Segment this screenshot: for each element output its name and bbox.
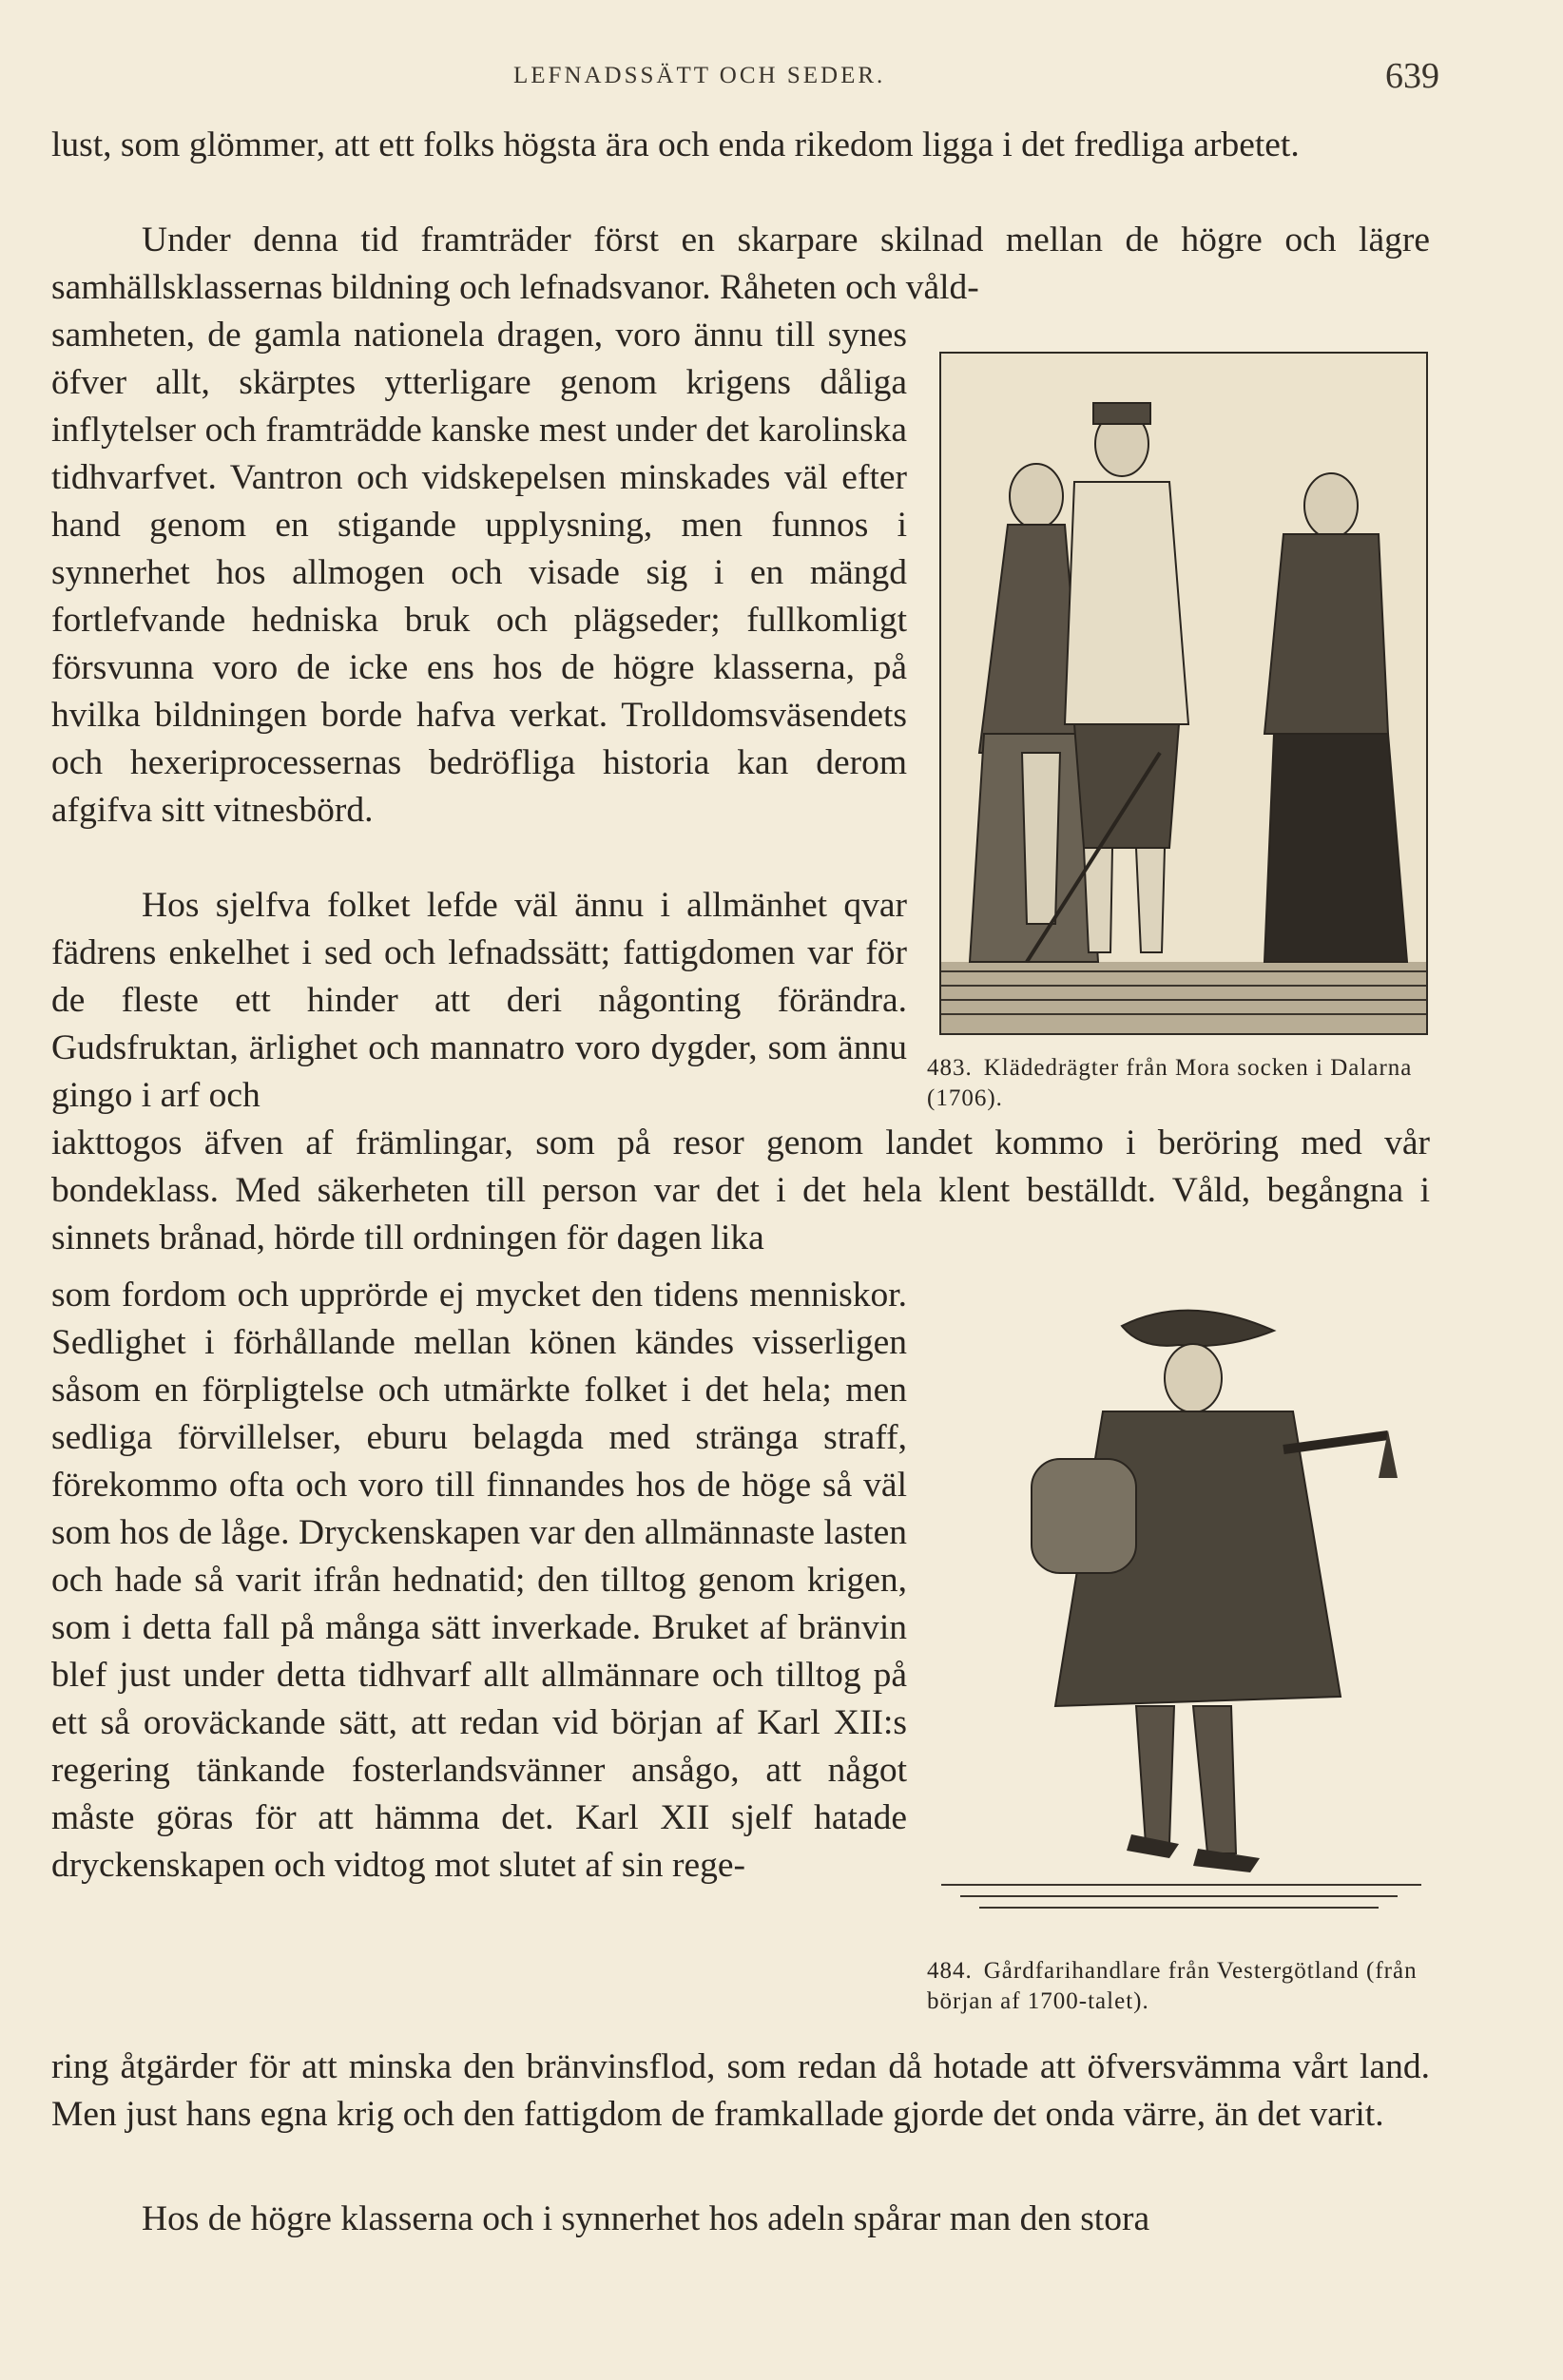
paragraph-intro: lust, som glömmer, att ett folks högsta ära och enda rikedom ligga i det fredliga arbetet. (51, 125, 1300, 164)
mora-costumes-engraving (941, 354, 1426, 1033)
figure-483-caption (927, 1053, 1459, 1120)
paragraph-upper-classes: Hos de högre klasserna och i synnerhet hos adeln spårar man den stora (142, 2199, 1150, 2238)
paragraph-superstition: samheten, de gamla nationela dragen, voro ännu till synes öfver allt, skärptes ytterligare genom krigens dåliga inflytelser och framträdde kanske mest under det karolinska tidhvarfvet. Vantron och vidskepelsen minskades väl efter hand genom en stigande upplysning, men funnos i synnerhet hos allmogen och visade sig i en mängd fortlefvande hedniska bruk och plägseder; fullkomligt försvunna voro de icke ens hos de högre klasserna, på hvilka bildningen borde hafva verkat. Trolldomsväsendets och hexeriprocessernas bedröfliga historia kan derom afgifva sitt vitnesbörd. (51, 316, 907, 830)
running-head: LEFNADSSÄTT OCH SEDER. (513, 63, 886, 88)
figure-484-number: 484. (927, 1958, 973, 1984)
figure-484-caption (927, 1956, 1459, 2023)
paragraph-morals-drinking: som fordom och upprörde ej mycket den tidens menniskor. Sedlighet i förhållande mellan könen kändes visserligen såsom en förpligtelse och utmärkte folket i det hela; men sedliga förvillelser, eburu belagda med stränga straff, förekommo ofta och voro till finnandes hos de höge så väl som hos de låge. Dryckenskapen var den allmännaste lasten och hade så varit ifrån hednatid; den tilltog genom krigen, som i detta fall på många sätt inverkade. Bruket af bränvin blef just under detta tidhvarf allt allmännare och tilltog på ett så oroväckande sätt, att redan vid början af Karl XII:s regering tänkande fosterlandsvänner ansågo, att något måste göras för att hämma det. Karl XII sjelf hatade dryckenskapen och vidtog mot slutet af sin rege- (51, 1276, 907, 1885)
paragraph-class-distinction: Under denna tid framträder först en skarpare skilnad mellan de högre och lägre samhällsklassernas bildning och lefnadsvanor. Råheten och våld- (51, 221, 1430, 307)
figure-484-caption-text: Gårdfarihandlare från Vestergötland (från början af 1700-talet). (927, 1958, 1418, 2014)
peddler-engraving (941, 1297, 1421, 1934)
page-header (0, 55, 1563, 103)
figure-484-illustration (941, 1297, 1421, 1934)
page-number: 639 (1385, 56, 1439, 96)
paragraph-karl-xii: ring åtgärder för att minska den bränvinsflod, som redan då hotade att öfversvämma vårt land. Men just hans egna krig och den fattigdom de framkallade gjorde det onda värre, än det varit. (51, 2047, 1430, 2134)
paragraph-folk-life: Hos sjelfva folket lefde väl ännu i allmänhet qvar fädrens enkelhet i sed och lefnadssätt; fattigdomen var för de fleste ett hinder att deri någonting förändra. Gudsfruktan, ärlighet och mannatro voro dygder, som ännu gingo i arf och (51, 886, 907, 1115)
figure-483-caption-text: Klädedrägter från Mora socken i Dalarna (1706). (927, 1055, 1413, 1111)
figure-483-illustration (939, 352, 1428, 1035)
figure-483-number: 483. (927, 1055, 973, 1081)
paragraph-foreigners: iakttogos äfven af främlingar, som på resor genom landet kommo i beröring med vår bondeklass. Med säkerheten till person var det i det hela klent beställdt. Våld, begångna i sinnets brånad, hörde till ordningen för dagen lika (51, 1123, 1430, 1257)
